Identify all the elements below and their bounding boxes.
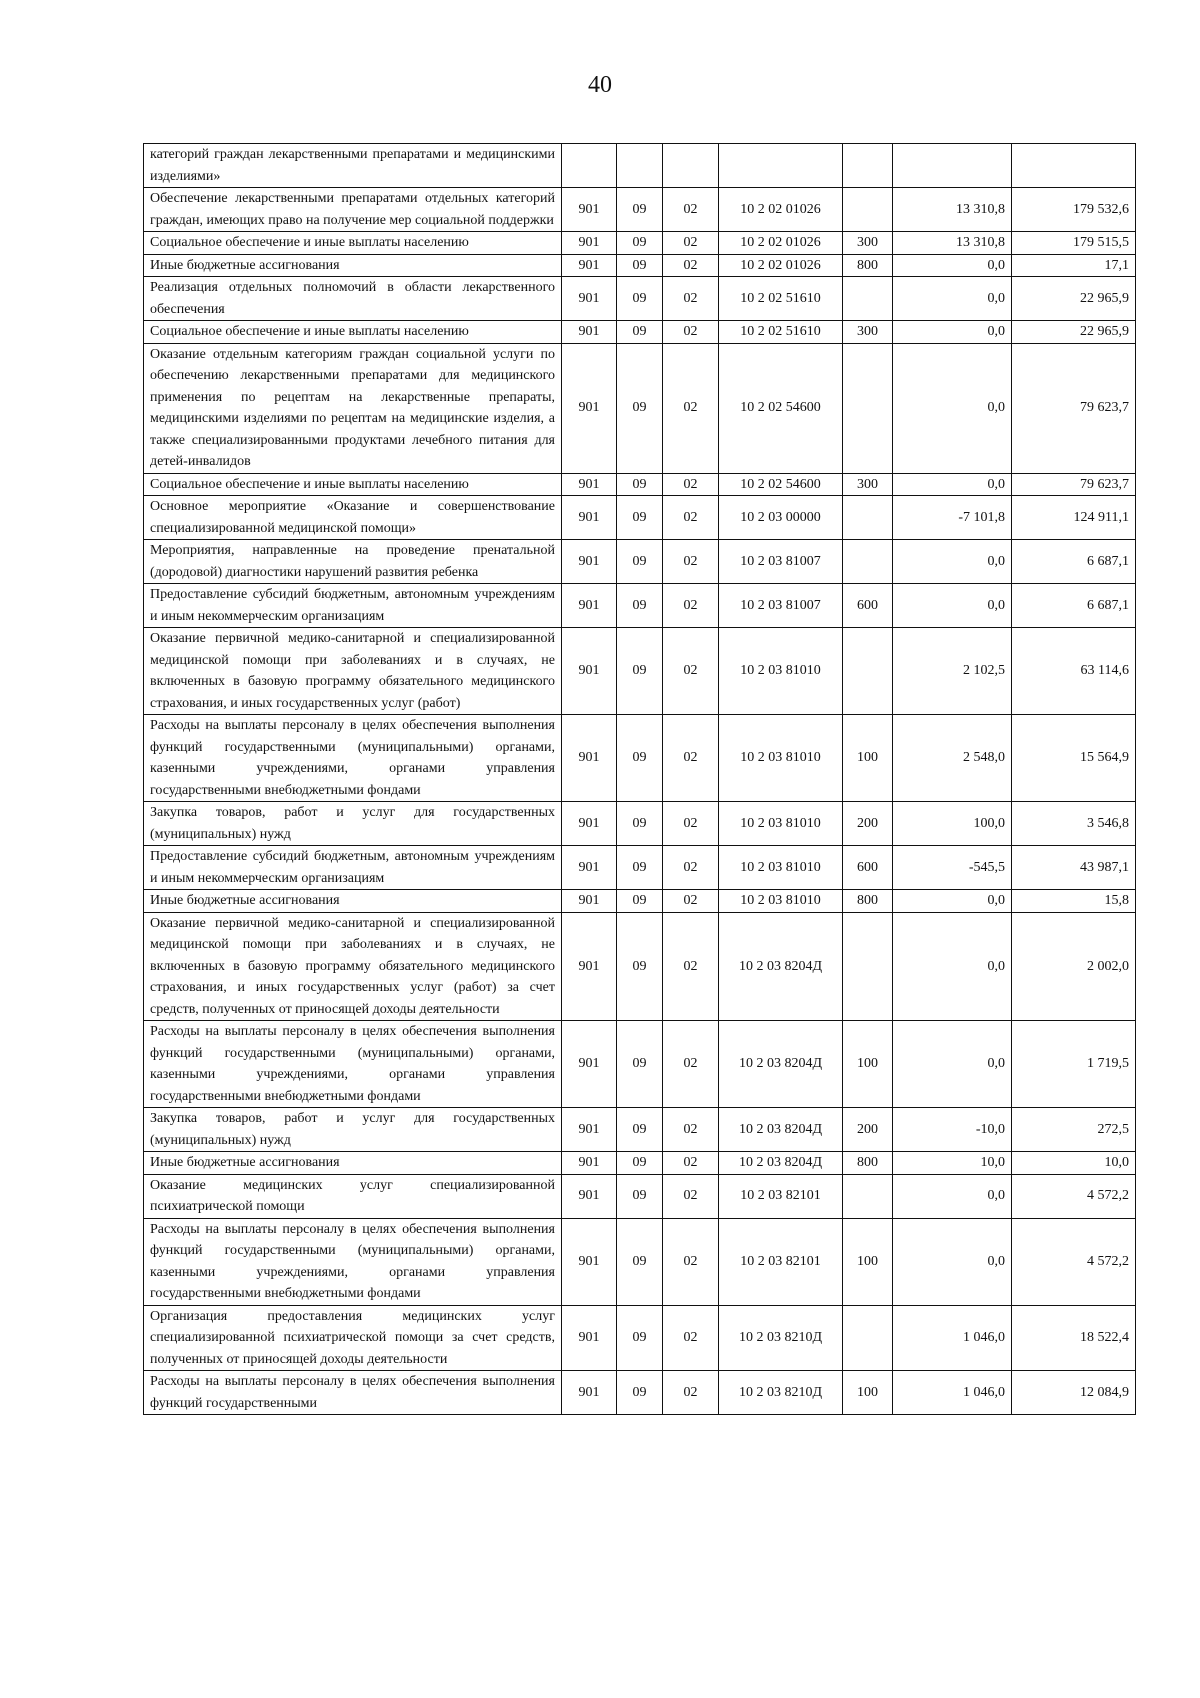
table-row (144, 1108, 1136, 1152)
section-code-cell: 09 (617, 1174, 663, 1218)
ministry-code-cell: 901 (562, 254, 617, 277)
target-article-cell (719, 144, 843, 188)
target-article-cell: 10 2 02 51610 (719, 321, 843, 344)
subsection-code-cell: 02 (663, 1218, 719, 1305)
expense-kind-cell: 800 (843, 1152, 893, 1175)
expense-name-cell: Оказание медицинских услуг специализированной психиатрической помощи (144, 1174, 562, 1218)
total-amount-cell: 124 911,1 (1012, 496, 1136, 540)
expense-kind-cell (843, 144, 893, 188)
table-row (144, 321, 1136, 344)
expense-kind-cell: 300 (843, 321, 893, 344)
ministry-code-cell: 901 (562, 277, 617, 321)
target-article-cell: 10 2 02 54600 (719, 473, 843, 496)
section-code-cell: 09 (617, 1021, 663, 1108)
section-code-cell: 09 (617, 496, 663, 540)
expense-kind-cell: 300 (843, 473, 893, 496)
total-amount-cell: 22 965,9 (1012, 321, 1136, 344)
change-amount-cell: 0,0 (893, 540, 1012, 584)
ministry-code-cell: 901 (562, 802, 617, 846)
expense-kind-cell: 100 (843, 1021, 893, 1108)
subsection-code-cell: 02 (663, 584, 719, 628)
target-article-cell: 10 2 02 54600 (719, 343, 843, 473)
expense-kind-cell: 600 (843, 846, 893, 890)
change-amount-cell: 0,0 (893, 890, 1012, 913)
target-article-cell: 10 2 03 82101 (719, 1218, 843, 1305)
ministry-code-cell: 901 (562, 912, 617, 1021)
expense-name-cell: Социальное обеспечение и иные выплаты населению (144, 473, 562, 496)
change-amount-cell: 0,0 (893, 254, 1012, 277)
expense-kind-cell (843, 277, 893, 321)
expense-name-cell: Мероприятия, направленные на проведение пренатальной (дородовой) диагностики нарушений развития ребенка (144, 540, 562, 584)
total-amount-cell: 4 572,2 (1012, 1218, 1136, 1305)
subsection-code-cell: 02 (663, 188, 719, 232)
expense-name-cell: Расходы на выплаты персоналу в целях обеспечения выполнения функций государственными (144, 1371, 562, 1415)
expense-kind-cell (843, 540, 893, 584)
subsection-code-cell: 02 (663, 496, 719, 540)
ministry-code-cell: 901 (562, 343, 617, 473)
expense-name-cell: Предоставление субсидий бюджетным, автономным учреждениям и иным некоммерческим организациям (144, 584, 562, 628)
subsection-code-cell: 02 (663, 912, 719, 1021)
table-row (144, 715, 1136, 802)
target-article-cell: 10 2 03 8204Д (719, 912, 843, 1021)
target-article-cell: 10 2 03 81007 (719, 584, 843, 628)
change-amount-cell: 2 102,5 (893, 628, 1012, 715)
ministry-code-cell (562, 144, 617, 188)
total-amount-cell: 179 515,5 (1012, 232, 1136, 255)
change-amount-cell: 1 046,0 (893, 1305, 1012, 1371)
expense-name-cell: Закупка товаров, работ и услуг для государственных (муниципальных) нужд (144, 1108, 562, 1152)
section-code-cell: 09 (617, 846, 663, 890)
total-amount-cell: 15,8 (1012, 890, 1136, 913)
ministry-code-cell: 901 (562, 1108, 617, 1152)
ministry-code-cell: 901 (562, 540, 617, 584)
section-code-cell: 09 (617, 1305, 663, 1371)
subsection-code-cell: 02 (663, 1021, 719, 1108)
table-row (144, 188, 1136, 232)
ministry-code-cell: 901 (562, 846, 617, 890)
ministry-code-cell: 901 (562, 1152, 617, 1175)
target-article-cell: 10 2 03 8204Д (719, 1021, 843, 1108)
change-amount-cell: 1 046,0 (893, 1371, 1012, 1415)
expense-name-cell: Закупка товаров, работ и услуг для государственных (муниципальных) нужд (144, 802, 562, 846)
table-row (144, 1218, 1136, 1305)
table-row (144, 144, 1136, 188)
target-article-cell: 10 2 03 8210Д (719, 1371, 843, 1415)
total-amount-cell: 10,0 (1012, 1152, 1136, 1175)
budget-table-body (144, 144, 1136, 1415)
section-code-cell: 09 (617, 321, 663, 344)
subsection-code-cell: 02 (663, 846, 719, 890)
table-row (144, 846, 1136, 890)
section-code-cell: 09 (617, 254, 663, 277)
subsection-code-cell: 02 (663, 628, 719, 715)
total-amount-cell: 79 623,7 (1012, 343, 1136, 473)
expense-kind-cell: 100 (843, 715, 893, 802)
change-amount-cell: 10,0 (893, 1152, 1012, 1175)
subsection-code-cell: 02 (663, 1305, 719, 1371)
ministry-code-cell: 901 (562, 890, 617, 913)
total-amount-cell: 15 564,9 (1012, 715, 1136, 802)
expense-kind-cell: 800 (843, 254, 893, 277)
change-amount-cell: -10,0 (893, 1108, 1012, 1152)
total-amount-cell: 43 987,1 (1012, 846, 1136, 890)
table-row (144, 540, 1136, 584)
expense-kind-cell: 600 (843, 584, 893, 628)
total-amount-cell: 4 572,2 (1012, 1174, 1136, 1218)
ministry-code-cell: 901 (562, 584, 617, 628)
expense-kind-cell (843, 628, 893, 715)
change-amount-cell: 100,0 (893, 802, 1012, 846)
change-amount-cell: 0,0 (893, 1218, 1012, 1305)
expense-kind-cell (843, 912, 893, 1021)
total-amount-cell: 272,5 (1012, 1108, 1136, 1152)
section-code-cell: 09 (617, 715, 663, 802)
table-row (144, 343, 1136, 473)
subsection-code-cell: 02 (663, 232, 719, 255)
change-amount-cell: 0,0 (893, 473, 1012, 496)
target-article-cell: 10 2 03 81010 (719, 846, 843, 890)
change-amount-cell: 0,0 (893, 912, 1012, 1021)
section-code-cell: 09 (617, 628, 663, 715)
table-row (144, 254, 1136, 277)
subsection-code-cell: 02 (663, 1371, 719, 1415)
total-amount-cell: 2 002,0 (1012, 912, 1136, 1021)
expense-name-cell: Предоставление субсидий бюджетным, автономным учреждениям и иным некоммерческим организациям (144, 846, 562, 890)
target-article-cell: 10 2 02 01026 (719, 254, 843, 277)
target-article-cell: 10 2 03 00000 (719, 496, 843, 540)
target-article-cell: 10 2 03 8204Д (719, 1108, 843, 1152)
ministry-code-cell: 901 (562, 1371, 617, 1415)
target-article-cell: 10 2 03 81010 (719, 890, 843, 913)
target-article-cell: 10 2 02 01026 (719, 232, 843, 255)
target-article-cell: 10 2 02 51610 (719, 277, 843, 321)
target-article-cell: 10 2 03 8210Д (719, 1305, 843, 1371)
expense-name-cell: Расходы на выплаты персоналу в целях обеспечения выполнения функций государственными (муниципальными) органами, казенными учреждениями, органами управления государственными внебюджетными фондами (144, 1021, 562, 1108)
target-article-cell: 10 2 02 01026 (719, 188, 843, 232)
subsection-code-cell: 02 (663, 343, 719, 473)
subsection-code-cell: 02 (663, 802, 719, 846)
section-code-cell: 09 (617, 1108, 663, 1152)
ministry-code-cell: 901 (562, 1021, 617, 1108)
expense-name-cell: Реализация отдельных полномочий в области лекарственного обеспечения (144, 277, 562, 321)
section-code-cell: 09 (617, 277, 663, 321)
total-amount-cell: 18 522,4 (1012, 1305, 1136, 1371)
budget-table (143, 143, 1136, 1415)
expense-name-cell: Иные бюджетные ассигнования (144, 890, 562, 913)
change-amount-cell: 0,0 (893, 584, 1012, 628)
change-amount-cell: -7 101,8 (893, 496, 1012, 540)
ministry-code-cell: 901 (562, 496, 617, 540)
section-code-cell: 09 (617, 232, 663, 255)
table-row (144, 1305, 1136, 1371)
expense-name-cell: Организация предоставления медицинских услуг специализированной психиатрической помощи за счет средств, полученных от приносящей доходы деятельности (144, 1305, 562, 1371)
subsection-code-cell: 02 (663, 890, 719, 913)
target-article-cell: 10 2 03 82101 (719, 1174, 843, 1218)
ministry-code-cell: 901 (562, 1305, 617, 1371)
section-code-cell: 09 (617, 584, 663, 628)
section-code-cell: 09 (617, 1218, 663, 1305)
subsection-code-cell: 02 (663, 540, 719, 584)
expense-name-cell: Оказание первичной медико-санитарной и специализированной медицинской помощи при заболеваниях и в случаях, не включенных в базовую программу обязательного медицинского страхования, и иных государственных услуг (работ) за счет средств, полученных от приносящей доходы деятельности (144, 912, 562, 1021)
total-amount-cell: 79 623,7 (1012, 473, 1136, 496)
expense-name-cell: Основное мероприятие «Оказание и совершенствование специализированной медицинской помощи» (144, 496, 562, 540)
subsection-code-cell: 02 (663, 277, 719, 321)
section-code-cell: 09 (617, 912, 663, 1021)
ministry-code-cell: 901 (562, 1174, 617, 1218)
change-amount-cell: -545,5 (893, 846, 1012, 890)
subsection-code-cell: 02 (663, 254, 719, 277)
section-code-cell: 09 (617, 188, 663, 232)
expense-kind-cell: 200 (843, 1108, 893, 1152)
total-amount-cell: 63 114,6 (1012, 628, 1136, 715)
change-amount-cell: 0,0 (893, 277, 1012, 321)
expense-name-cell: Расходы на выплаты персоналу в целях обеспечения выполнения функций государственными (муниципальными) органами, казенными учреждениями, органами управления государственными внебюджетными фондами (144, 1218, 562, 1305)
subsection-code-cell: 02 (663, 473, 719, 496)
target-article-cell: 10 2 03 81010 (719, 802, 843, 846)
total-amount-cell: 179 532,6 (1012, 188, 1136, 232)
change-amount-cell: 0,0 (893, 1174, 1012, 1218)
change-amount-cell: 13 310,8 (893, 232, 1012, 255)
table-row (144, 584, 1136, 628)
section-code-cell (617, 144, 663, 188)
target-article-cell: 10 2 03 81010 (719, 715, 843, 802)
target-article-cell: 10 2 03 81007 (719, 540, 843, 584)
expense-kind-cell: 300 (843, 232, 893, 255)
expense-name-cell: Иные бюджетные ассигнования (144, 1152, 562, 1175)
table-row (144, 628, 1136, 715)
expense-kind-cell: 100 (843, 1371, 893, 1415)
ministry-code-cell: 901 (562, 473, 617, 496)
ministry-code-cell: 901 (562, 715, 617, 802)
table-row (144, 1371, 1136, 1415)
change-amount-cell: 13 310,8 (893, 188, 1012, 232)
table-row (144, 802, 1136, 846)
section-code-cell: 09 (617, 1371, 663, 1415)
table-row (144, 1174, 1136, 1218)
table-row (144, 1021, 1136, 1108)
change-amount-cell: 2 548,0 (893, 715, 1012, 802)
expense-name-cell: категорий граждан лекарственными препаратами и медицинскими изделиями» (144, 144, 562, 188)
table-row (144, 496, 1136, 540)
total-amount-cell: 17,1 (1012, 254, 1136, 277)
expense-name-cell: Иные бюджетные ассигнования (144, 254, 562, 277)
section-code-cell: 09 (617, 540, 663, 584)
expense-name-cell: Оказание первичной медико-санитарной и специализированной медицинской помощи при заболеваниях и в случаях, не включенных в базовую программу обязательного медицинского страхования, и иных государственных услуг (работ) (144, 628, 562, 715)
change-amount-cell: 0,0 (893, 343, 1012, 473)
expense-kind-cell: 200 (843, 802, 893, 846)
table-row (144, 277, 1136, 321)
table-row (144, 912, 1136, 1021)
table-row (144, 1152, 1136, 1175)
change-amount-cell (893, 144, 1012, 188)
expense-kind-cell (843, 188, 893, 232)
expense-name-cell: Социальное обеспечение и иные выплаты населению (144, 321, 562, 344)
ministry-code-cell: 901 (562, 1218, 617, 1305)
subsection-code-cell: 02 (663, 1152, 719, 1175)
ministry-code-cell: 901 (562, 628, 617, 715)
expense-kind-cell (843, 1305, 893, 1371)
ministry-code-cell: 901 (562, 188, 617, 232)
target-article-cell: 10 2 03 8204Д (719, 1152, 843, 1175)
ministry-code-cell: 901 (562, 321, 617, 344)
expense-name-cell: Социальное обеспечение и иные выплаты населению (144, 232, 562, 255)
total-amount-cell (1012, 144, 1136, 188)
change-amount-cell: 0,0 (893, 321, 1012, 344)
expense-kind-cell (843, 1174, 893, 1218)
expense-kind-cell: 800 (843, 890, 893, 913)
total-amount-cell: 6 687,1 (1012, 584, 1136, 628)
section-code-cell: 09 (617, 473, 663, 496)
table-row (144, 473, 1136, 496)
total-amount-cell: 1 719,5 (1012, 1021, 1136, 1108)
expense-name-cell: Расходы на выплаты персоналу в целях обеспечения выполнения функций государственными (муниципальными) органами, казенными учреждениями, органами управления государственными внебюджетными фондами (144, 715, 562, 802)
subsection-code-cell: 02 (663, 715, 719, 802)
page-number: 40 (588, 72, 612, 98)
total-amount-cell: 6 687,1 (1012, 540, 1136, 584)
total-amount-cell: 3 546,8 (1012, 802, 1136, 846)
section-code-cell: 09 (617, 802, 663, 846)
section-code-cell: 09 (617, 890, 663, 913)
subsection-code-cell: 02 (663, 1174, 719, 1218)
expense-kind-cell (843, 496, 893, 540)
section-code-cell: 09 (617, 1152, 663, 1175)
subsection-code-cell (663, 144, 719, 188)
section-code-cell: 09 (617, 343, 663, 473)
subsection-code-cell: 02 (663, 321, 719, 344)
ministry-code-cell: 901 (562, 232, 617, 255)
table-row (144, 232, 1136, 255)
target-article-cell: 10 2 03 81010 (719, 628, 843, 715)
expense-name-cell: Оказание отдельным категориям граждан социальной услуги по обеспечению лекарственными препаратами для медицинского применения по рецептам на лекарственные препараты, медицинскими изделиями по рецептам на медицинские изделия, а также специализированными продуктами лечебного питания для детей-инвалидов (144, 343, 562, 473)
change-amount-cell: 0,0 (893, 1021, 1012, 1108)
total-amount-cell: 22 965,9 (1012, 277, 1136, 321)
expense-name-cell: Обеспечение лекарственными препаратами отдельных категорий граждан, имеющих право на получение мер социальной поддержки (144, 188, 562, 232)
total-amount-cell: 12 084,9 (1012, 1371, 1136, 1415)
expense-kind-cell: 100 (843, 1218, 893, 1305)
table-row (144, 890, 1136, 913)
subsection-code-cell: 02 (663, 1108, 719, 1152)
expense-kind-cell (843, 343, 893, 473)
